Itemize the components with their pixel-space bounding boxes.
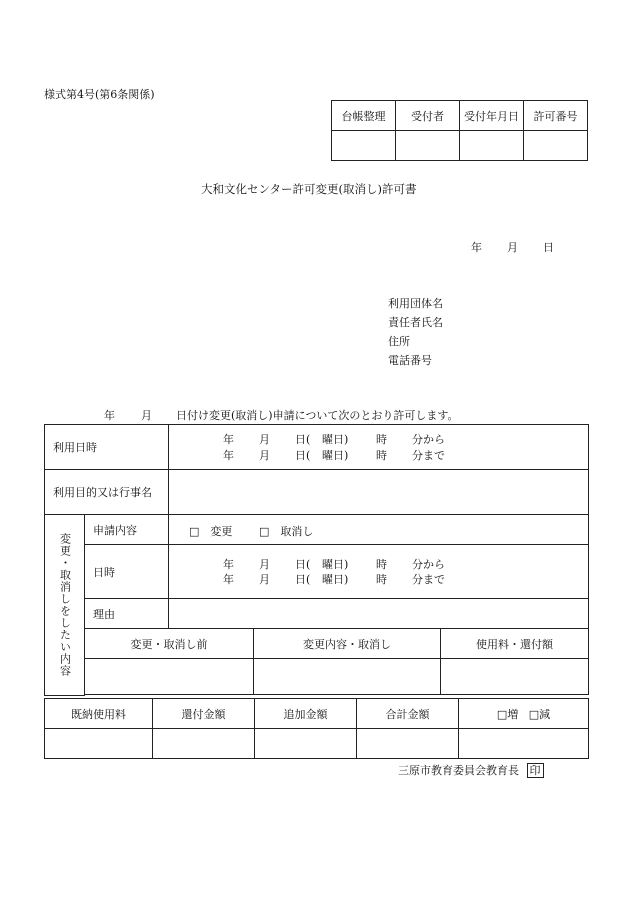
fee-refund-cell[interactable] — [441, 659, 589, 695]
usage-from-day: 日( — [295, 433, 311, 446]
usage-to-day: 日( — [295, 449, 311, 462]
change-from-minute: 分から — [412, 558, 445, 571]
additional-amount-cell[interactable] — [255, 729, 357, 759]
usage-to-minute: 分まで — [412, 449, 445, 462]
office-header-ledger: 台帳整理 — [332, 101, 396, 131]
fee-refund-header: 使用料・還付額 — [441, 629, 589, 659]
usage-from-hour: 時 — [376, 433, 387, 446]
total-amount-cell[interactable] — [357, 729, 459, 759]
change-content-header: 変更内容・取消し — [254, 629, 441, 659]
reason-cell[interactable] — [169, 599, 589, 629]
change-to-year: 年 — [223, 573, 234, 586]
change-section-label-text: 変更・取消しをしたい内容 — [58, 533, 72, 677]
usage-datetime-label: 利用日時 — [45, 425, 169, 470]
change-from-day: 日( — [295, 558, 311, 571]
additional-amount-header: 追加金額 — [255, 699, 357, 729]
applicant-phone-label: 電話番号 — [388, 354, 432, 367]
usage-to-year: 年 — [223, 449, 234, 462]
change-datetime-label: 日時 — [85, 545, 169, 599]
change-from-year: 年 — [223, 558, 234, 571]
refund-amount-header: 還付金額 — [153, 699, 255, 729]
change-content-cell[interactable] — [254, 659, 441, 695]
form-number-label: 様式第4号(第6条関係) — [44, 88, 155, 101]
change-to-minute: 分まで — [412, 573, 445, 586]
document-title: 大和文化センター許可変更(取消し)許可書 — [201, 182, 417, 196]
office-header-received-date: 受付年月日 — [460, 101, 524, 131]
change-to-weekday: 曜日) — [322, 573, 349, 586]
issue-date-year: 年 — [471, 241, 482, 254]
before-change-header: 変更・取消し前 — [85, 629, 254, 659]
increase-decrease-header — [459, 699, 589, 729]
office-cell-permit-number[interactable] — [524, 131, 588, 161]
intro-year: 年 — [104, 409, 115, 422]
office-use-table — [331, 100, 588, 161]
office-cell-received-date[interactable] — [460, 131, 524, 161]
applicant-responsible-label: 責任者氏名 — [388, 316, 443, 329]
office-header-permit-number: 許可番号 — [524, 101, 588, 131]
increase-decrease-cell[interactable] — [459, 729, 589, 759]
office-cell-receiver[interactable] — [396, 131, 460, 161]
intro-text: 日付け変更(取消し)申請について次のとおり許可します。 — [176, 409, 459, 422]
change-to-day: 日( — [295, 573, 311, 586]
option-cancel-checkbox[interactable]: □ 取消し — [259, 525, 314, 538]
applicant-group-label: 利用団体名 — [388, 297, 443, 310]
increase-checkbox[interactable]: □増 — [496, 707, 519, 721]
total-amount-header: 合計金額 — [357, 699, 459, 729]
usage-from-weekday: 曜日) — [322, 433, 349, 446]
usage-to-hour: 時 — [376, 449, 387, 462]
paid-fee-cell[interactable] — [45, 729, 153, 759]
office-cell-ledger[interactable] — [332, 131, 396, 161]
issue-date-day: 日 — [543, 241, 554, 254]
change-section-label — [45, 515, 85, 696]
before-change-cell[interactable] — [85, 659, 254, 695]
issue-date-month: 月 — [507, 241, 518, 254]
refund-amount-cell[interactable] — [153, 729, 255, 759]
change-from-weekday: 曜日) — [322, 558, 349, 571]
office-header-receiver: 受付者 — [396, 101, 460, 131]
paid-fee-header: 既納使用料 — [45, 699, 153, 729]
usage-to-month: 月 — [259, 449, 270, 462]
purpose-label: 利用目的又は行事名 — [45, 470, 169, 515]
change-datetime-cell[interactable] — [169, 545, 589, 599]
application-content-cell — [169, 515, 589, 545]
change-from-month: 月 — [259, 558, 270, 571]
seal-stamp: 印 — [527, 763, 544, 778]
intro-month: 月 — [141, 409, 152, 422]
usage-from-month: 月 — [259, 433, 270, 446]
usage-datetime-cell[interactable] — [169, 425, 589, 470]
option-change-checkbox[interactable]: □ 変更 — [189, 525, 233, 538]
decrease-checkbox[interactable]: □減 — [528, 707, 551, 721]
change-to-month: 月 — [259, 573, 270, 586]
usage-to-weekday: 曜日) — [322, 449, 349, 462]
change-to-hour: 時 — [376, 573, 387, 586]
usage-from-year: 年 — [223, 433, 234, 446]
issuer-block — [398, 762, 544, 778]
reason-label: 理由 — [85, 599, 169, 629]
issuer-name: 三原市教育委員会教育長 — [398, 764, 519, 777]
usage-from-minute: 分から — [412, 433, 445, 446]
change-from-hour: 時 — [376, 558, 387, 571]
fee-summary-table — [44, 698, 589, 759]
permit-main-table — [44, 424, 589, 696]
application-content-label: 申請内容 — [85, 515, 169, 545]
applicant-address-label: 住所 — [388, 335, 410, 348]
purpose-cell[interactable] — [169, 470, 589, 515]
